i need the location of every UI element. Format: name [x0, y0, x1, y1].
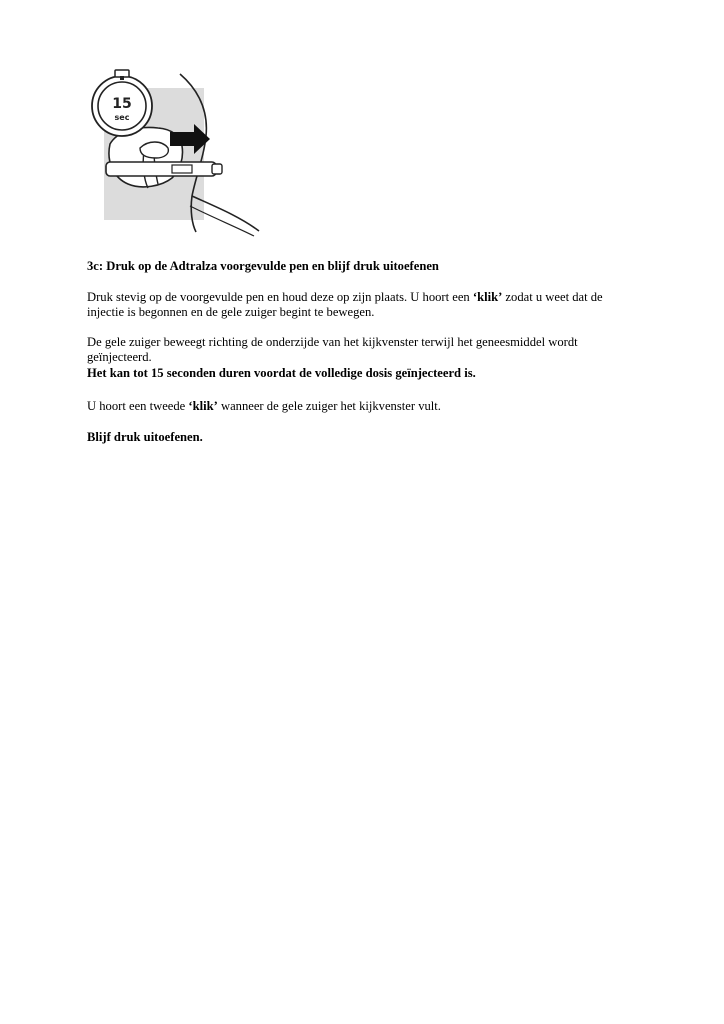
thumb — [140, 142, 168, 158]
pen-window — [172, 165, 192, 173]
pen-body — [106, 162, 216, 176]
timer-value: 15 — [112, 96, 132, 112]
step-heading: 3c: Druk op de Adtralza voorgevulde pen en blijf druk uitoefenen — [87, 259, 439, 273]
klik-emphasis: ‘klik’ — [472, 290, 503, 304]
paragraph-plunger — [87, 335, 647, 381]
paragraph-line: U hoort een tweede ‘klik’ wanneer de gele zuiger het kijkvenster vult. — [87, 399, 441, 413]
paragraph-press-pen — [87, 290, 647, 321]
injection-illustration — [84, 66, 264, 238]
duration-warning: Het kan tot 15 seconden duren voordat de volledige dosis geïnjecteerd is. — [87, 365, 476, 380]
paragraph-keep-pressure: Blijf druk uitoefenen. — [87, 430, 203, 444]
paragraph-second-click — [87, 399, 647, 414]
klik-emphasis: ‘klik’ — [188, 399, 218, 413]
paragraph-line: geïnjecteerd. — [87, 350, 152, 365]
paragraph-line: injectie is begonnen en de gele zuiger begint te bewegen. — [87, 305, 375, 320]
pen-cap-end — [212, 164, 222, 174]
timer-unit: sec — [114, 113, 130, 122]
paragraph-line: De gele zuiger beweegt richting de onderzijde van het kijkvenster terwijl het geneesmiddel wordt — [87, 335, 578, 349]
paragraph-line: Druk stevig op de voorgevulde pen en houd deze op zijn plaats. U hoort een ‘klik’ zodat u weet dat de — [87, 290, 603, 304]
